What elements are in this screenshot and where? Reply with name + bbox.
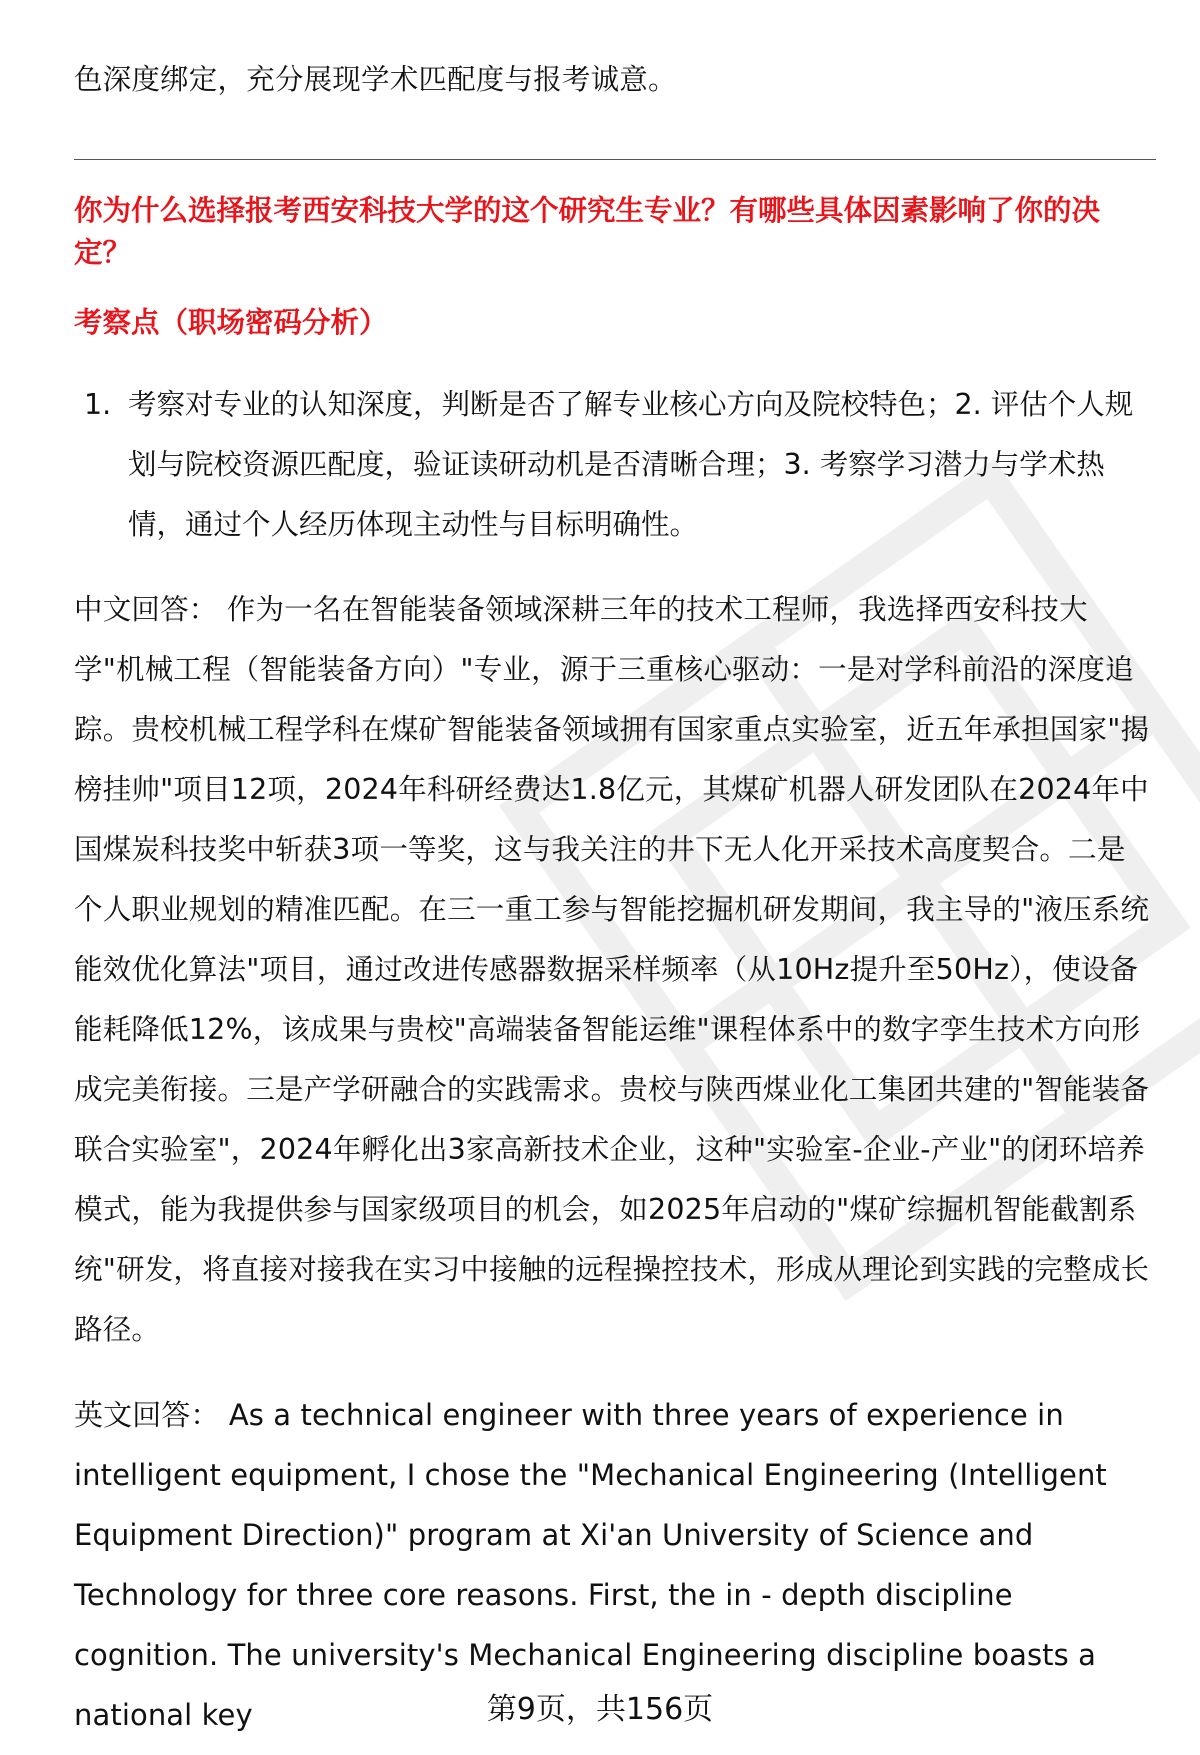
english-answer-text: As a technical engineer with three years of experience in intelligent equipment, I chose the "Mechanical Engineering (Intelligent Equipment Direction)" program at Xi'an University of Science and Technology for three core reasons. First, the in - depth discipline cognition. The university's Mechanical Engineering discipline boasts a national key [74, 1398, 1107, 1732]
list-item-number: 1. [84, 388, 112, 421]
english-answer-label: 英文回答： [74, 1398, 220, 1432]
intro-continued-paragraph: 色深度绑定，充分展现学术匹配度与报考诚意。 [74, 63, 677, 96]
chinese-answer-text: 作为一名在智能装备领域深耕三年的技术工程师，我选择西安科技大学"机械工程（智能装备方向）"专业，源于三重核心驱动：一是对学科前沿的深度追踪。贵校机械工程学科在煤矿智能装备领域拥有国家重点实验室，近五年承担国家"揭榜挂帅"项目12项，2024年科研经费达1.8亿元，其煤矿机器人研发团队在2024年中国煤炭科技奖中斩获3项一等奖，这与我关注的井下无人化开采技术高度契合。二是个人职业规划的精准匹配。在三一重工参与智能挖掘机研发期间，我主导的"液压系统能效优化算法"项目，通过改进传感器数据采样频率（从10Hz提升至50Hz），使设备能耗降低12%，该成果与贵校"高端装备智能运维"课程体系中的数字孪生技术方向形成完美衔接。三是产学研融合的实践需求。贵校与陕西煤业化工集团共建的"智能装备联合实验室"，2024年孵化出3家高新技术企业，这种"实验室-企业-产业"的闭环培养模式，能为我提供参与国家级项目的机会，如2025年启动的"煤矿综掘机智能截割系统"研发，将直接对接我在实习中接触的远程操控技术，形成从理论到实践的完整成长路径。 [74, 593, 1150, 1346]
page-number-footer: 第9页，共156页 [486, 1692, 714, 1727]
list-item [74, 375, 1154, 555]
question-heading: 你为什么选择报考西安科技大学的这个研究生专业？有哪些具体因素影响了你的决定？ [74, 194, 1101, 269]
chinese-answer-paragraph [74, 580, 1154, 1360]
assessment-list [74, 375, 1154, 555]
chinese-answer-label: 中文回答： [74, 593, 218, 626]
list-item-text: 考察对专业的认知深度，判断是否了解专业核心方向及院校特色；2. 评估个人规划与院校资源匹配度，验证读研动机是否清晰合理；3. 考察学习潜力与学术热情，通过个人经历体现主动性与目标明确性。 [128, 388, 1134, 541]
assessment-heading: 考察点（职场密码分析） [74, 306, 388, 339]
section-divider [74, 159, 1156, 160]
